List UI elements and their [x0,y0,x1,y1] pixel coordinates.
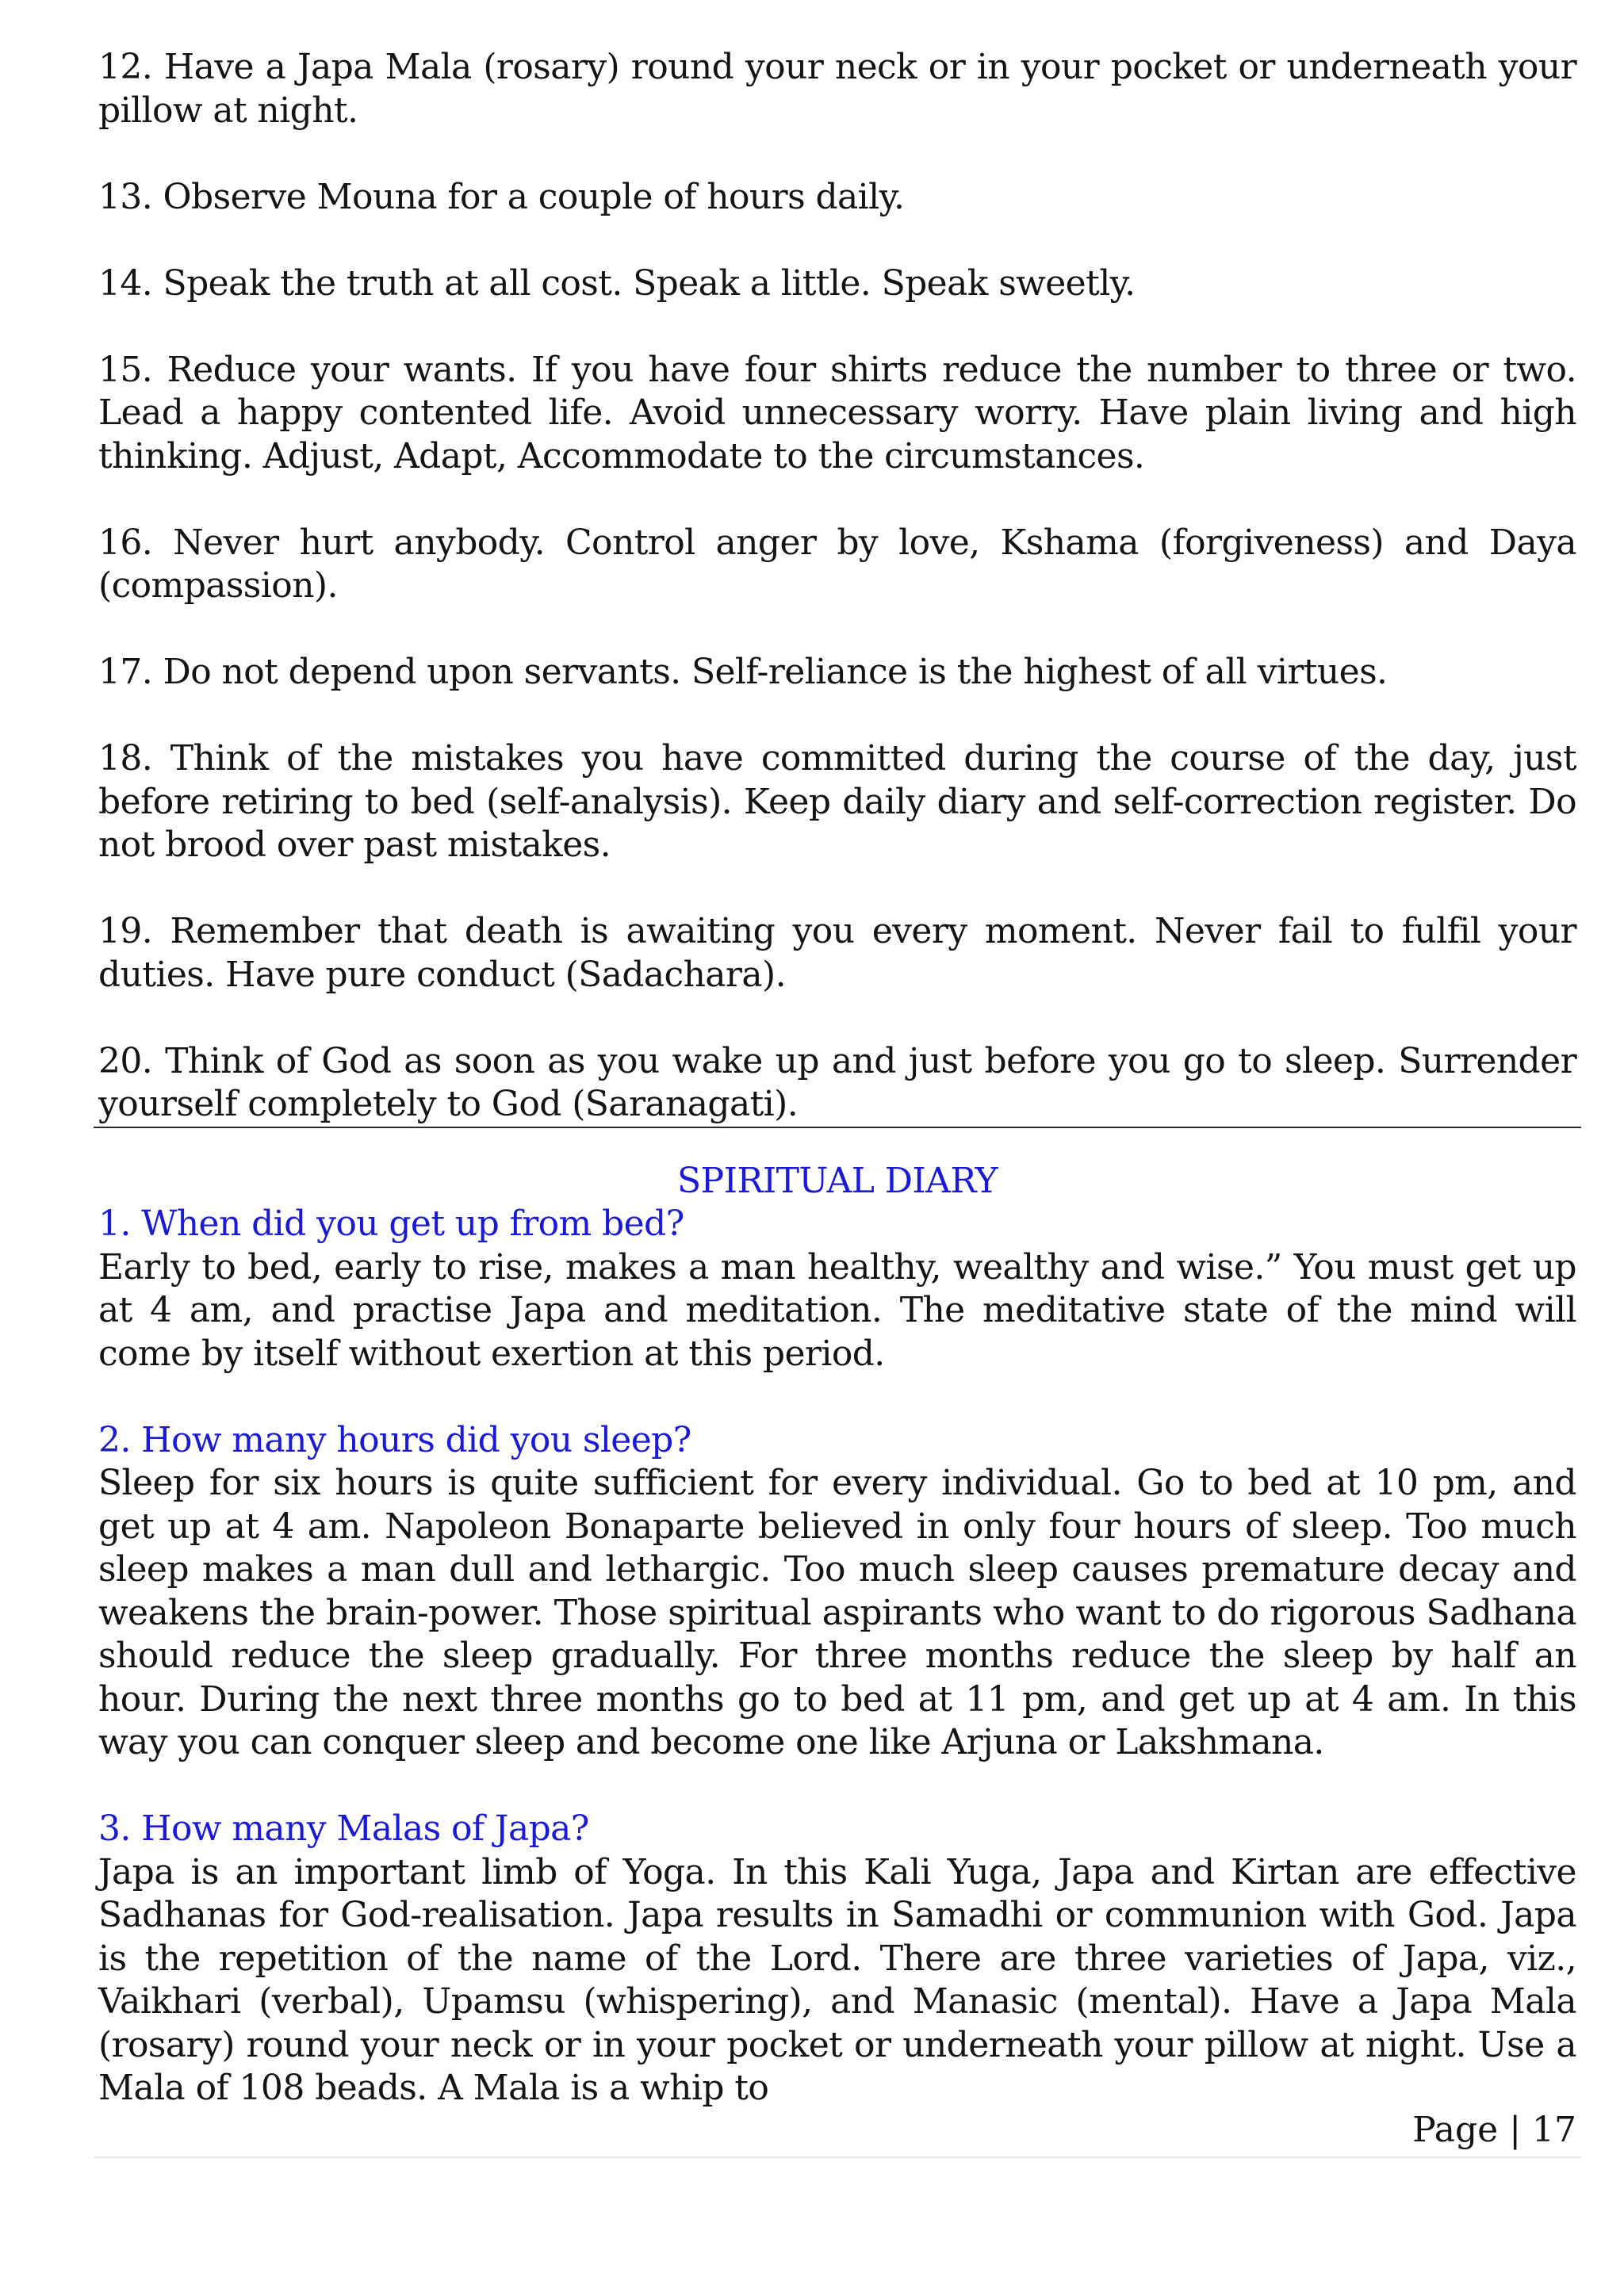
section-divider [94,1127,1581,1128]
question-heading: 1. When did you get up from bed? [98,1203,684,1244]
question-body: Early to bed, early to rise, makes a man healthy, wealthy and wise.” You must get up at 4 am, and practise Japa and meditation. The meditative state of the mind will come by itself without exertion at this period. [98,1246,1576,1374]
list-item-17: 17. Do not depend upon servants. Self-reliance is the highest of all virtues. [98,652,1388,692]
page-footer [94,2109,1581,2158]
document-page [98,46,1576,2153]
question-heading: 2. How many hours did you sleep? [98,1419,691,1460]
page-number: Page | 17 [1412,2110,1576,2150]
diary-section-2 [98,1419,1576,1765]
list-item-18: 18. Think of the mistakes you have committed during the course of the day, just before retiring to bed (self-analysis). Keep daily diary and self-correction register. Do not brood over past mistakes. [98,738,1576,865]
question-body: Japa is an important limb of Yoga. In this Kali Yuga, Japa and Kirtan are effective Sadhanas for God-realisation. Japa results in Samadhi or communion with God. Japa is the repetition of the name of the Lord. There are three varieties of Japa, viz., Vaikhari (verbal), Upamsu (whispering), and Manasic (mental). Have a Japa Mala (rosary) round your neck or in your pocket or underneath your pillow at night. Use a Mala of 108 beads. A Mala is a whip to [98,1851,1576,2108]
question-heading: 3. How many Malas of Japa? [98,1808,589,1849]
list-item-15: 15. Reduce your wants. If you have four shirts reduce the number to three or two. Lead a happy contented life. Avoid unnecessary worry. Have plain living and high thinking. Adjust, Adapt, Accommodate to the circumstances. [98,349,1576,476]
question-body: Sleep for six hours is quite sufficient for every individual. Go to bed at 10 pm, and get up at 4 am. Napoleon Bonaparte believed in only four hours of sleep. Too much sleep makes a man dull and lethargic. Too much sleep causes premature decay and weakens the brain-power. Those spiritual aspirants who want to do rigorous Sadhana should reduce the sleep gradually. For three months reduce the sleep by half an hour. During the next three months go to bed at 11 pm, and get up at 4 am. In this way you can conquer sleep and become one like Arjuna or Lakshmana. [98,1463,1576,1762]
list-item-14: 14. Speak the truth at all cost. Speak a little. Speak sweetly. [98,262,1136,304]
diary-section-3 [98,1808,1576,2110]
footer-divider [94,2156,1581,2158]
list-item-13: 13. Observe Mouna for a couple of hours daily. [98,176,905,217]
section-title: SPIRITUAL DIARY [677,1160,998,1201]
list-item-19: 19. Remember that death is awaiting you every moment. Never fail to fulfil your duties. Have pure conduct (Sadachara). [98,911,1576,995]
list-item-20: 20. Think of God as soon as you wake up and just before you go to sleep. Surrender yourself completely to God (Saranagati). [98,1040,1576,1124]
list-item-12: 12. Have a Japa Mala (rosary) round your neck or in your pocket or underneath your pillow at night. [98,47,1576,131]
list-item-16: 16. Never hurt anybody. Control anger by love, Kshama (forgiveness) and Daya (compassion). [98,522,1576,606]
diary-section-1 [98,1203,1576,1376]
